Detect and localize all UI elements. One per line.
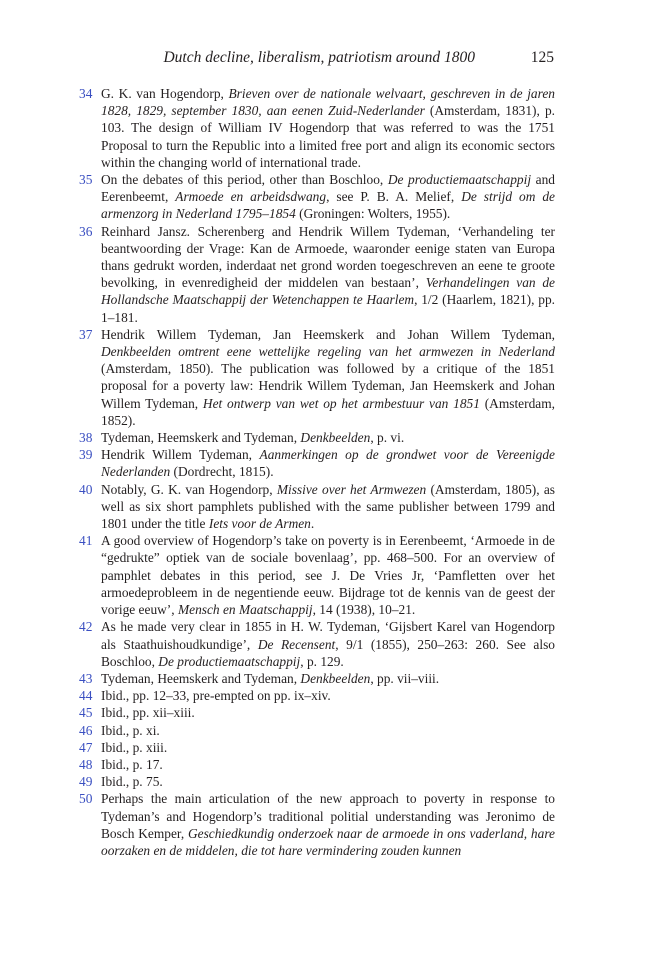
footnote-number[interactable]: 48	[79, 756, 93, 772]
text-run: (Amsterdam, 1852).	[101, 395, 555, 428]
italic-title: Geschiedkundig onderzoek naar de armoede in ons vaderland, hare oorzaken en de middelen, die tot hare vermindering zouden kunnen	[101, 825, 555, 858]
text-run: , see P. B. A. Melief,	[326, 189, 462, 205]
footnote	[79, 790, 555, 859]
text-run: Hendrik Willem Tydeman, Jan Heemskerk and Johan Willem Tydeman,	[101, 326, 555, 342]
footnote-number[interactable]: 50	[79, 791, 93, 807]
italic-title: Denkbeelden	[300, 670, 371, 686]
text-run: , 9/1 (1855), 250–263: 260. See also Boschloo,	[101, 636, 555, 669]
text-run: G. K. van Hogendorp,	[101, 86, 229, 101]
text-run: (Dordrecht, 1815).	[170, 464, 274, 480]
footnote-number[interactable]: 34	[79, 86, 93, 101]
italic-title: De Recensent	[257, 636, 336, 652]
text-run: Hendrik Willem Tydeman,	[101, 447, 260, 463]
text-run: , 14 (1938), 10–21.	[312, 602, 416, 618]
text-run: As he made very clear in 1855 in H. W. Tydeman, ‘Gijsbert Karel van Hogendorp als Staathuishoudkundige’,	[101, 619, 555, 652]
italic-title: Denkbeelden omtrent eene wettelijke regeling van het armwezen in Nederland	[101, 344, 555, 360]
footnote	[79, 446, 555, 480]
footnote-text	[101, 85, 555, 171]
footnote-text	[101, 429, 555, 446]
text-run: Ibid., p. xiii.	[101, 739, 168, 755]
text-run: Notably, G. K. van Hogendorp,	[101, 481, 277, 497]
running-title: Dutch decline, liberalism, patriotism around 1800	[163, 49, 475, 66]
italic-title: Mensch en Maatschappij	[177, 602, 313, 618]
text-run: Ibid., p. 17.	[101, 756, 163, 772]
footnote-number[interactable]: 37	[79, 326, 93, 342]
footnote	[79, 326, 555, 429]
italic-title: De productiemaatschappij	[158, 653, 301, 669]
footnote-text	[101, 756, 555, 773]
footnote-number[interactable]: 42	[79, 619, 93, 635]
italic-title: Brieven over de nationale welvaart, geschreven in de jaren 1828, 1829, september 1830, aan eenen Zuid-Nederlander	[101, 86, 555, 119]
italic-title: Missive over het Armwezen	[276, 481, 427, 497]
footnote-number[interactable]: 45	[79, 705, 93, 721]
footnote-number[interactable]: 41	[79, 533, 93, 549]
text-run: Ibid., pp. 12–33, pre-empted on pp. ix–xiv.	[101, 688, 331, 704]
footnote-text	[101, 739, 555, 756]
footnote-text	[101, 687, 555, 704]
text-run: Ibid., p. 75.	[101, 774, 163, 790]
text-run: (Groningen: Wolters, 1955).	[295, 206, 451, 222]
text-run: , 1/2 (Haarlem, 1821), pp. 1–181.	[101, 292, 555, 325]
text-run: and Eerenbeemt,	[101, 172, 555, 205]
footnote	[79, 739, 555, 756]
text-run: , p. vi.	[370, 430, 405, 446]
text-run: , p. 129.	[300, 653, 344, 669]
running-header	[0, 49, 650, 69]
footnote	[79, 670, 555, 687]
text-run: , pp. vii–viii.	[370, 670, 440, 686]
footnote	[79, 773, 555, 790]
footnote-text	[101, 446, 555, 480]
footnote-text	[101, 790, 555, 859]
footnote	[79, 687, 555, 704]
footnote-text	[101, 223, 555, 326]
footnotes-list	[79, 85, 555, 859]
text-run: (Amsterdam, 1831), p. 103. The design of William IV Hogendorp that was referred to was the 1751 Proposal to turn the Republic into a limited free port and align its economic sectors within the changing world of international trade.	[101, 103, 555, 170]
footnote-number[interactable]: 36	[79, 223, 93, 239]
page-number: 125	[530, 49, 554, 66]
footnote-number[interactable]: 35	[79, 172, 93, 188]
footnote-number[interactable]: 43	[79, 670, 93, 686]
footnote	[79, 85, 555, 171]
footnote-number[interactable]: 38	[79, 430, 93, 446]
footnote-number[interactable]: 40	[79, 481, 93, 497]
footnote-number[interactable]: 44	[79, 688, 93, 704]
text-run: Ibid., p. xi.	[101, 722, 160, 738]
footnote	[79, 532, 555, 618]
italic-title: Denkbeelden	[300, 430, 371, 446]
italic-title: Verhandelingen van de Hollandsche Maatschappij der Wetenchappen te Haarlem	[101, 275, 555, 308]
footnote-text	[101, 722, 555, 739]
text-run: Perhaps the main articulation of the new approach to poverty in response to Tydeman’s and Hogendorp’s traditional politial understanding was Jeronimo de Bosch Kemper,	[101, 791, 555, 841]
footnote-number[interactable]: 46	[79, 722, 93, 738]
footnote-text	[101, 326, 555, 429]
footnote-text	[101, 618, 555, 670]
footnote-text	[101, 481, 555, 533]
footnote-text	[101, 532, 555, 618]
italic-title: Het ontwerp van wet op het armbestuur van 1851	[202, 395, 480, 411]
footnote-number[interactable]: 49	[79, 774, 93, 790]
italic-title: Aanmerkingen op de grondwet voor de Vereenigde Nederlanden	[101, 447, 556, 480]
footnote-number[interactable]: 39	[79, 447, 93, 463]
footnote	[79, 481, 555, 533]
footnote-text	[101, 670, 555, 687]
text-run: Tydeman, Heemskerk and Tydeman,	[101, 430, 301, 446]
footnote	[79, 618, 555, 670]
footnote-text	[101, 773, 555, 790]
footnote-number[interactable]: 47	[79, 739, 93, 755]
footnote	[79, 171, 555, 223]
text-run: Reinhard Jansz. Scherenberg and Hendrik Willem Tydeman, ‘Verhandeling ter beantwoording der Vrage: Kan de Armoede, waaronder eenige staten van Europa thans gedrukt worden, inderdaat net grond worden toegeschreven an eene te groote bevolking, in evenredigheid der middelen van bestaan’,	[101, 223, 555, 291]
footnote-text	[101, 704, 555, 721]
text-run: .	[310, 516, 315, 532]
italic-title: Armoede en arbeidsdwang	[175, 189, 327, 205]
italic-title: De productiemaatschappij	[387, 172, 532, 188]
footnote	[79, 223, 555, 326]
footnote	[79, 429, 555, 446]
text-run: (Amsterdam, 1850). The publication was followed by a critique of the 1851 proposal for a poverty law: Hendrik Willem Tydeman, Jan Heemskerk and Johan Willem Tydeman,	[101, 361, 555, 411]
text-run: Ibid., pp. xii–xiii.	[101, 705, 195, 721]
italic-title: Iets voor de Armen	[208, 516, 311, 532]
footnote	[79, 722, 555, 739]
footnote	[79, 704, 555, 721]
text-run: On the debates of this period, other than Boschloo,	[101, 172, 388, 188]
italic-title: De strijd om de armenzorg in Nederland 1795–1854	[101, 189, 555, 222]
text-run: A good overview of Hogendorp’s take on poverty is in Eerenbeemt, ‘Armoede in de “gedrukte” optiek van de sociale bovenlaag’, pp. 468–500. For an overview of pamphlet debates in this period, see J. De Vries Jr, ‘Pamfletten over het armoedeprobleem in de negentiende eeuw. Bijdrage tot de kennis van de geest der vorige eeuw’,	[101, 533, 555, 618]
footnote	[79, 756, 555, 773]
footnote-text	[101, 171, 555, 223]
text-run: Tydeman, Heemskerk and Tydeman,	[101, 670, 301, 686]
text-run: (Amsterdam, 1805), as well as six short pamphlets published with the same publisher between 1799 and 1801 under the title	[101, 481, 555, 532]
